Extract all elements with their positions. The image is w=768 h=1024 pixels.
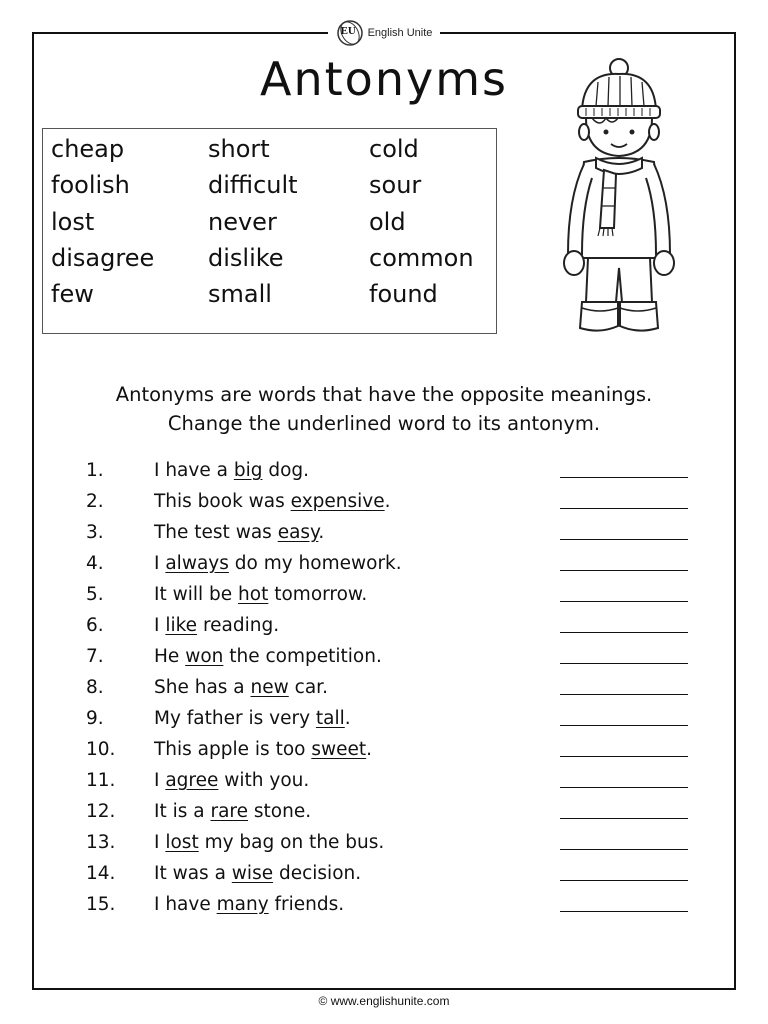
footer-copyright: © www.englishunite.com bbox=[318, 994, 450, 1008]
question-number: 1. bbox=[86, 460, 104, 481]
question-number: 13. bbox=[86, 832, 116, 853]
question-row bbox=[0, 491, 768, 522]
sentence-text: reading. bbox=[197, 615, 280, 636]
question-row bbox=[0, 584, 768, 615]
sentence-text: with you. bbox=[218, 770, 310, 791]
sentence-text: . bbox=[318, 522, 325, 543]
answer-blank[interactable] bbox=[560, 849, 688, 850]
answer-blank[interactable] bbox=[560, 632, 688, 633]
question-number: 4. bbox=[86, 553, 104, 574]
question-sentence bbox=[154, 739, 372, 760]
question-row bbox=[0, 615, 768, 646]
sentence-text: It will be bbox=[154, 584, 239, 605]
answer-blank[interactable] bbox=[560, 570, 688, 571]
question-number: 3. bbox=[86, 522, 104, 543]
question-number: 14. bbox=[86, 863, 116, 884]
word-bank-item: dislike bbox=[208, 244, 284, 272]
logo bbox=[328, 16, 440, 50]
sentence-text: decision. bbox=[273, 863, 362, 884]
answer-blank[interactable] bbox=[560, 663, 688, 664]
sentence-text: friends. bbox=[268, 894, 345, 915]
question-number: 8. bbox=[86, 677, 104, 698]
sentence-text: the competition. bbox=[223, 646, 382, 667]
sentence-text: I bbox=[154, 553, 166, 574]
sentence-text: My father is very bbox=[154, 708, 316, 729]
underlined-word: expensive bbox=[290, 491, 385, 512]
underlined-word: many bbox=[216, 894, 269, 915]
sentence-text: do my homework. bbox=[228, 553, 402, 574]
underlined-word: big bbox=[233, 460, 263, 481]
answer-blank[interactable] bbox=[560, 787, 688, 788]
question-sentence bbox=[154, 770, 309, 791]
answer-blank[interactable] bbox=[560, 818, 688, 819]
question-row bbox=[0, 522, 768, 553]
word-bank-item: cheap bbox=[51, 135, 125, 163]
sentence-text: stone. bbox=[248, 801, 312, 822]
word-bank-item: difficult bbox=[208, 171, 298, 199]
sentence-text: I have bbox=[154, 894, 217, 915]
question-row bbox=[0, 460, 768, 491]
question-sentence bbox=[154, 491, 391, 512]
question-row bbox=[0, 832, 768, 863]
underlined-word: won bbox=[185, 646, 224, 667]
word-bank-item: small bbox=[208, 280, 272, 308]
word-bank-item: sour bbox=[369, 171, 422, 199]
answer-blank[interactable] bbox=[560, 601, 688, 602]
underlined-word: easy bbox=[277, 522, 319, 543]
question-sentence bbox=[154, 832, 384, 853]
boy-winter-clothes-illustration bbox=[556, 58, 686, 338]
question-sentence bbox=[154, 615, 279, 636]
answer-blank[interactable] bbox=[560, 880, 688, 881]
underlined-word: new bbox=[250, 677, 289, 698]
question-row bbox=[0, 770, 768, 801]
question-row bbox=[0, 739, 768, 770]
logo-monogram: EU bbox=[340, 25, 356, 37]
question-row bbox=[0, 677, 768, 708]
sentence-text: She has a bbox=[154, 677, 251, 698]
instructions bbox=[0, 380, 768, 438]
answer-blank[interactable] bbox=[560, 694, 688, 695]
underlined-word: tall bbox=[315, 708, 345, 729]
word-bank-item: few bbox=[51, 280, 94, 308]
underlined-word: hot bbox=[238, 584, 269, 605]
question-sentence bbox=[154, 553, 402, 574]
question-sentence bbox=[154, 460, 309, 481]
sentence-text: It was a bbox=[154, 863, 232, 884]
underlined-word: like bbox=[165, 615, 198, 636]
word-bank-item: lost bbox=[51, 208, 95, 236]
question-sentence bbox=[154, 863, 361, 884]
word-bank-item: disagree bbox=[51, 244, 155, 272]
instructions-line-1: Antonyms are words that have the opposite meanings. bbox=[115, 383, 653, 406]
sentence-text: The test was bbox=[154, 522, 278, 543]
underlined-word: sweet bbox=[311, 739, 367, 760]
sentence-text: car. bbox=[288, 677, 328, 698]
word-bank-item: never bbox=[208, 208, 277, 236]
question-number: 7. bbox=[86, 646, 104, 667]
sentence-text: my bag on the bus. bbox=[198, 832, 385, 853]
question-number: 2. bbox=[86, 491, 104, 512]
underlined-word: agree bbox=[165, 770, 219, 791]
page-title: Antonyms bbox=[260, 52, 508, 106]
question-row bbox=[0, 801, 768, 832]
question-row bbox=[0, 646, 768, 677]
sentence-text: I bbox=[154, 770, 166, 791]
question-sentence bbox=[154, 677, 328, 698]
question-number: 15. bbox=[86, 894, 116, 915]
question-number: 10. bbox=[86, 739, 116, 760]
question-sentence bbox=[154, 584, 367, 605]
underlined-word: lost bbox=[165, 832, 199, 853]
question-row bbox=[0, 553, 768, 584]
word-bank-item: common bbox=[369, 244, 474, 272]
sentence-text: It is a bbox=[154, 801, 211, 822]
word-bank-item: old bbox=[369, 208, 406, 236]
question-number: 6. bbox=[86, 615, 104, 636]
question-sentence bbox=[154, 801, 311, 822]
sentence-text: This apple is too bbox=[154, 739, 312, 760]
sentence-text: This book was bbox=[154, 491, 291, 512]
sentence-text: . bbox=[384, 491, 391, 512]
logo-text: English Unite bbox=[367, 27, 433, 39]
question-number: 5. bbox=[86, 584, 104, 605]
sentence-text: I bbox=[154, 832, 166, 853]
question-number: 9. bbox=[86, 708, 104, 729]
answer-blank[interactable] bbox=[560, 756, 688, 757]
instructions-line-2: Change the underlined word to its antonym. bbox=[167, 412, 601, 435]
question-sentence bbox=[154, 522, 324, 543]
underlined-word: rare bbox=[210, 801, 248, 822]
question-row bbox=[0, 894, 768, 925]
word-bank-item: cold bbox=[369, 135, 419, 163]
answer-blank[interactable] bbox=[560, 911, 688, 912]
sentence-text: . bbox=[366, 739, 373, 760]
answer-blank[interactable] bbox=[560, 725, 688, 726]
answer-blank[interactable] bbox=[560, 477, 688, 478]
answer-blank[interactable] bbox=[560, 539, 688, 540]
word-bank-item: short bbox=[208, 135, 270, 163]
english-unite-logo-icon bbox=[336, 19, 364, 47]
word-bank bbox=[42, 128, 497, 334]
sentence-text: dog. bbox=[262, 460, 310, 481]
question-sentence bbox=[154, 894, 344, 915]
answer-blank[interactable] bbox=[560, 508, 688, 509]
question-number: 12. bbox=[86, 801, 116, 822]
question-sentence bbox=[154, 646, 382, 667]
question-sentence bbox=[154, 708, 351, 729]
question-number: 11. bbox=[86, 770, 116, 791]
sentence-text: . bbox=[344, 708, 351, 729]
sentence-text: I have a bbox=[154, 460, 234, 481]
underlined-word: wise bbox=[231, 863, 274, 884]
underlined-word: always bbox=[165, 553, 229, 574]
question-row bbox=[0, 863, 768, 894]
sentence-text: He bbox=[154, 646, 186, 667]
question-row bbox=[0, 708, 768, 739]
word-bank-item: found bbox=[369, 280, 438, 308]
sentence-text: I bbox=[154, 615, 166, 636]
word-bank-item: foolish bbox=[51, 171, 130, 199]
sentence-text: tomorrow. bbox=[268, 584, 368, 605]
